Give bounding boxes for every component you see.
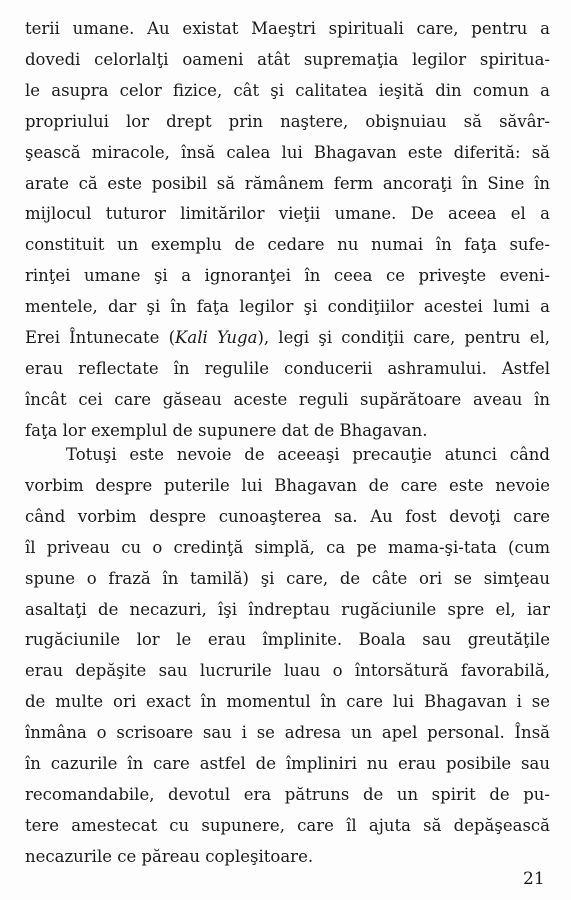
text-line: încât cei care găseau aceste reguli supărătoare aveau în [25,389,550,409]
text-line: erau reflectate în regulile conducerii ashramului. Astfel [25,358,550,378]
text-line: propriului lor drept prin naştere, obişnuiau să săvâr- [25,111,550,131]
text-line: Totuşi este nevoie de aceeaşi precauţie atunci când [66,445,550,464]
paragraph-2 [25,440,550,873]
text-line: faţa lor exemplul de supunere dat de Bhagavan. [25,420,428,440]
text-line: înmâna o scrisoare sau i se adresa un apel personal. Însă [25,723,550,743]
text-line: recomandabile, devotul era pătruns de un spirit de pu- [25,784,550,804]
text-line: când vorbim despre cunoaşterea sa. Au fost devoţi care [25,506,550,526]
text-line: terii umane. Au existat Maeştri spirituali care, pentru a [25,19,550,38]
text-line: de multe ori exact în momentul în care lui Bhagavan i se [25,692,550,712]
text-line: dovedi celorlalţi oameni atât supremaţia legilor spiritua- [25,49,550,69]
text-line-with-italic [25,323,550,354]
text-line: tere amestecat cu supunere, care îl ajuta să depăşească [25,815,550,835]
text-line: constituit un exemplu de cedare nu numai în faţa sufe- [25,235,550,255]
text-line: îl priveau cu o credinţă simplă, ca pe mama-şi-tata (cum [25,537,550,557]
text-line: asaltaţi de necazuri, îşi îndreptau rugăciunile spre el, iar [25,599,550,619]
page-number: 21 [523,869,545,889]
text-line: spune o frază în tamilă) şi care, de câte ori se simţeau [25,568,550,588]
text-fragment: ), legi şi condiţii care, pentru el, [257,328,551,348]
text-line: vorbim despre puterile lui Bhagavan de care este nevoie [25,475,550,495]
italic-term: Kali Yuga [175,328,258,348]
text-line: necazurile ce păreau copleşitoare. [25,846,314,866]
text-line: rinţei umane şi a ignoranţei în ceea ce priveşte eveni- [25,266,550,286]
text-fragment: Erei Întunecate ( [25,328,176,348]
text-line: arate că este posibil să rămânem ferm ancoraţi în Sine în [25,173,550,193]
text-line: erau depăşite sau lucrurile luau o întorsătură favorabilă, [25,661,550,681]
text-line: le asupra celor fizice, cât şi calitatea ieşită din comun a [25,80,550,100]
text-line: mijlocul tuturor limitărilor vieţii umane. De aceea el a [25,204,550,224]
paragraph-1 [25,14,550,447]
text-line: şească miracole, însă calea lui Bhagavan este diferită: să [25,142,550,162]
text-line: rugăciunile lor le erau împlinite. Boala sau greutăţile [25,630,550,650]
text-line: în cazurile în care astfel de împliniri nu erau posibile sau [25,754,550,774]
text-line: mentele, dar şi în faţa legilor şi condiţiilor acestei lumi a [25,297,550,317]
